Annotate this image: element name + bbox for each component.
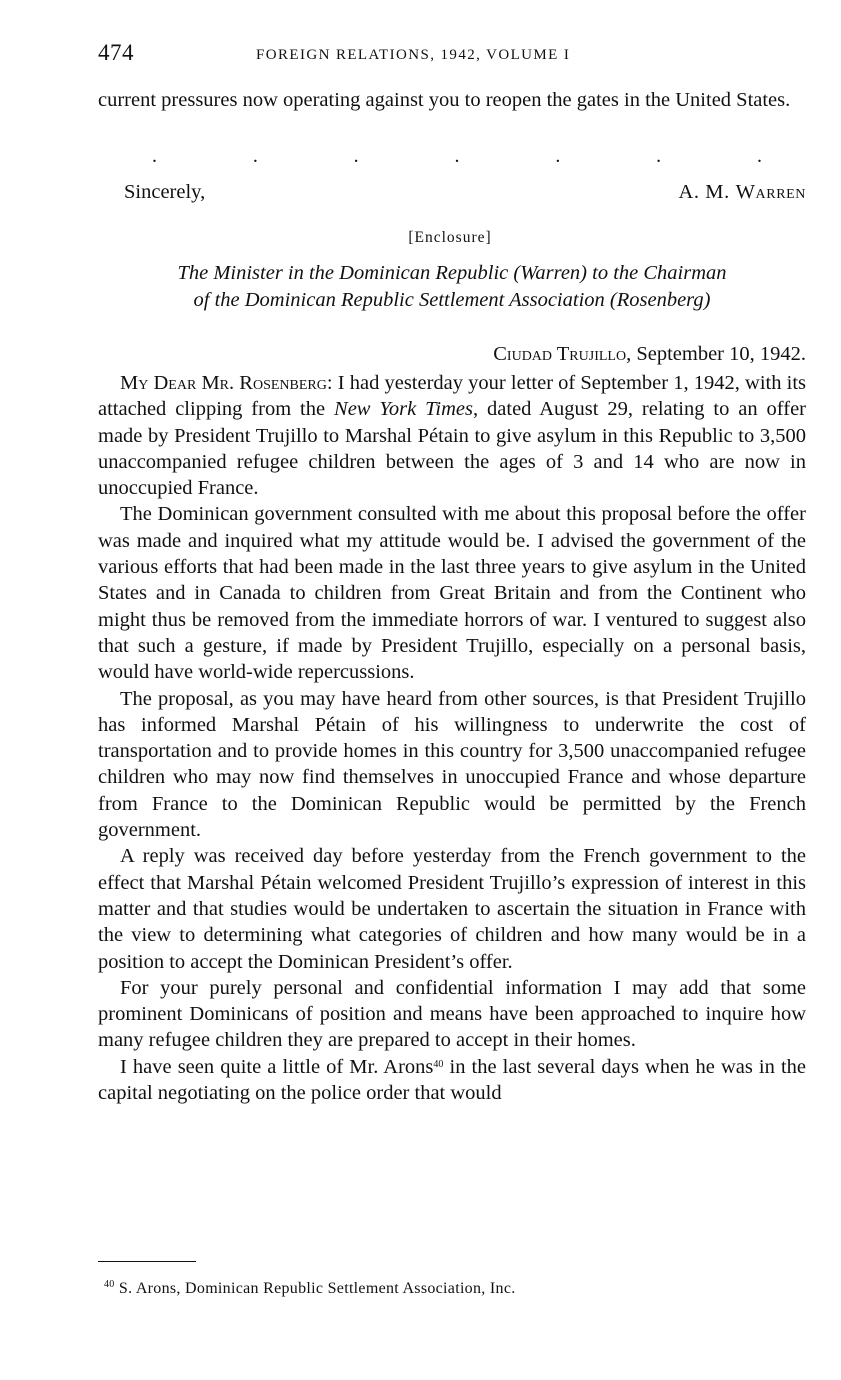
paragraph-text: I have seen quite a little of Mr. Arons <box>120 1055 434 1078</box>
running-header-title: FOREIGN RELATIONS, 1942, VOLUME I <box>256 47 571 63</box>
signature-name: Warren <box>735 181 806 203</box>
signature-initials: A. M. <box>678 181 730 203</box>
ellipsis-dot: . <box>656 145 662 167</box>
closing-salutation: Sincerely, <box>124 181 206 203</box>
letter-paragraph: For your purely personal and confidential information I may add that some prominent Dominicans of position and means have been approached to inquire how many refugee children they are prepared to accept in their homes. <box>98 976 806 1052</box>
ellipsis-dot: . <box>756 145 762 167</box>
document-title-line: The Minister in the Dominican Republic (Warren) to the Chairman <box>177 262 727 284</box>
newspaper-name: New York Times <box>334 398 473 421</box>
footnote <box>104 1278 516 1300</box>
letter-body <box>98 370 806 1106</box>
continuation-paragraph: current pressures now operating against you to reopen the gates in the United States. <box>98 89 791 111</box>
footnote-text: S. Arons, Dominican Republic Settlement Association, Inc. <box>114 1280 516 1297</box>
letter-closing <box>124 178 806 206</box>
page-number: 474 <box>98 40 134 65</box>
ellipsis-dot: . <box>252 145 258 167</box>
ellipsis-dot: . <box>152 145 157 167</box>
ellipsis-dot: . <box>353 145 359 167</box>
letter-salutation: My Dear Mr. Rosenberg <box>120 372 327 394</box>
document-title-line: of the Dominican Republic Settlement Association (Rosenberg) <box>193 289 711 311</box>
letter-paragraph: The proposal, as you may have heard from other sources, is that President Trujillo has informed Marshal Pétain of his willingness to underwrite the cost of transportation and to provide homes in this country for 3,500 unaccompanied refugee children who may now find themselves in unoccupied France and whose departure from France to the Dominican Republic would be permitted by the French government. <box>98 687 806 842</box>
omission-ellipsis <box>152 146 762 166</box>
paragraph-text: , dated August 29, relating to an offer made by President Trujillo to Marshal Pétain to give asylum in this Republic to 3,500 unaccompanied refugee children between the ages of 3 and 14 who are now in unoccupied France. <box>98 398 806 500</box>
letter-paragraph: A reply was received day before yesterday from the French government to the effect that Marshal Pétain welcomed President Trujillo’s expression of interest in this matter and that studies would be undertaken to ascertain the situation in France with the view to determining what categories of children and how many would be in a position to accept the Dominican President’s offer. <box>98 845 806 973</box>
footnote-divider <box>98 1261 196 1262</box>
enclosure-label: [Enclosure] <box>408 229 492 246</box>
letter-paragraph <box>98 1054 806 1107</box>
signature <box>678 178 806 206</box>
paragraph-text: in the last several days when he was in the capital negotiating on the police order that would <box>98 1055 806 1105</box>
dateline-date: , September 10, 1942. <box>626 343 806 365</box>
ellipsis-dot: . <box>454 145 460 167</box>
dateline <box>493 340 806 368</box>
footnote-number: 40 <box>104 1279 115 1290</box>
document-title <box>98 260 806 314</box>
letter-paragraph: The Dominican government consulted with me about this proposal before the offer was made and inquired what my attitude would be. I advised the government of the various efforts that had been made in the last three years to give asylum in the United States and in Canada to children from Great Britain and from the Continent who might thus be removed from the immediate horrors of war. I ventured to suggest also that such a gesture, if made by President Trujillo, especially on a personal basis, would have world-wide repercussions. <box>98 503 806 684</box>
running-header <box>98 40 806 70</box>
continuation-text-block <box>98 87 806 113</box>
ellipsis-dot: . <box>555 145 561 167</box>
letter-salutation-punct: : <box>326 372 333 394</box>
footnote-reference: 40 <box>433 1058 444 1070</box>
paragraph-text: I had yesterday your letter of September 1, 1942, with its attached clipping from the <box>98 372 807 421</box>
letter-paragraph <box>98 370 806 501</box>
dateline-place: Ciudad Trujillo <box>493 343 627 365</box>
